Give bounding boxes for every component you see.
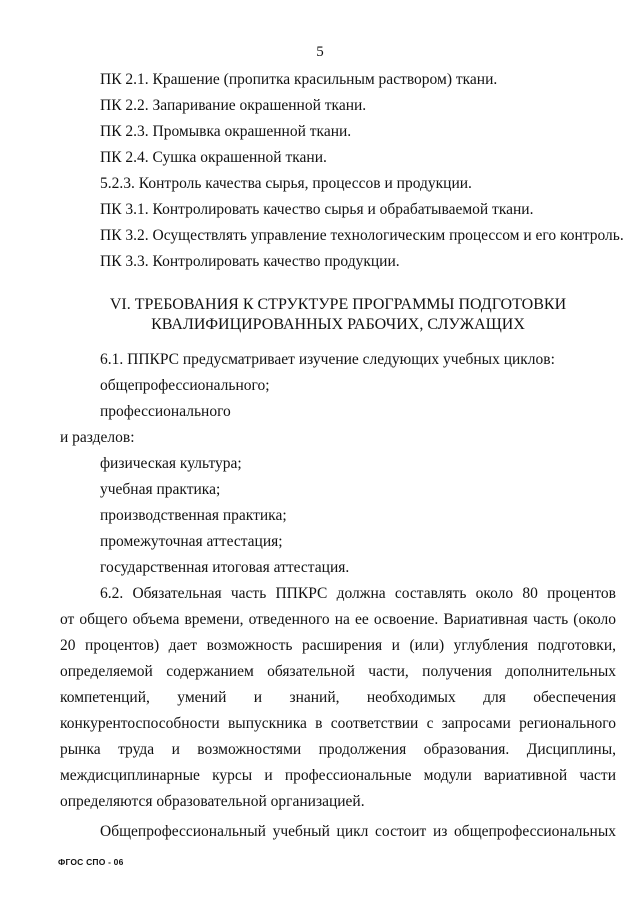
pk-line: ПК 2.2. Запаривание окрашенной ткани. [100,97,367,114]
section-item: физическая культура; [100,455,242,472]
paragraph-6-2-line: определяемой содержанием обязательной части, получения дополнительных [60,663,616,680]
paragraph-6-1-intro: 6.1. ППКРС предусматривает изучение следующих учебных циклов: [100,351,555,368]
section-item: учебная практика; [100,481,221,498]
section-heading-line2: КВАЛИФИЦИРОВАННЫХ РАБОЧИХ, СЛУЖАЩИХ [151,316,525,333]
paragraph-6-2-line: конкурентоспособности выпускника в соответствии с запросами регионального [60,715,616,732]
paragraph-6-2-line: от общего объема времени, отведенного на ее освоение. Вариативная часть (около [60,611,616,628]
cycle-item: профессионального [100,403,231,420]
section-item: промежуточная аттестация; [100,533,283,550]
paragraph-6-2-line: определяются образовательной организацией. [60,793,365,810]
sections-intro: и разделов: [60,429,135,446]
section-item: государственная итоговая аттестация. [100,559,350,576]
pk-line: ПК 3.2. Осуществлять управление технологическим процессом и его контроль. [100,227,624,244]
subsection-title: 5.2.3. Контроль качества сырья, процессов и продукции. [100,175,472,192]
pk-line: ПК 3.3. Контролировать качество продукции. [100,253,400,270]
cycle-item: общепрофессионального; [100,377,270,394]
pk-line: ПК 3.1. Контролировать качество сырья и обрабатываемой ткани. [100,201,534,218]
page-number: 5 [316,44,324,60]
section-heading-line1: VI. ТРЕБОВАНИЯ К СТРУКТУРЕ ПРОГРАММЫ ПОДГОТОВКИ [109,296,567,313]
paragraph-general-cycle-line: Общепрофессиональный учебный цикл состоит из общепрофессиональных [100,823,616,840]
pk-line: ПК 2.3. Промывка окрашенной ткани. [100,123,352,140]
paragraph-6-2-line: междисциплинарные курсы и профессиональные модули вариативной части [60,767,616,784]
pk-line: ПК 2.4. Сушка окрашенной ткани. [100,149,327,166]
paragraph-6-2-line: 6.2. Обязательная часть ППКРС должна составлять около 80 процентов [100,585,616,602]
section-item: производственная практика; [100,507,287,524]
paragraph-6-2-line: рынка труда и возможностями продолжения образования. Дисциплины, [60,741,616,758]
paragraph-6-2-line: 20 процентов) дает возможность расширения и (или) углубления подготовки, [60,637,616,654]
pk-line: ПК 2.1. Крашение (пропитка красильным раствором) ткани. [100,71,498,88]
footer-standard-code: ФГОС СПО - 06 [58,857,124,867]
paragraph-6-2-line: компетенций, умений и знаний, необходимых для обеспечения [60,689,616,706]
